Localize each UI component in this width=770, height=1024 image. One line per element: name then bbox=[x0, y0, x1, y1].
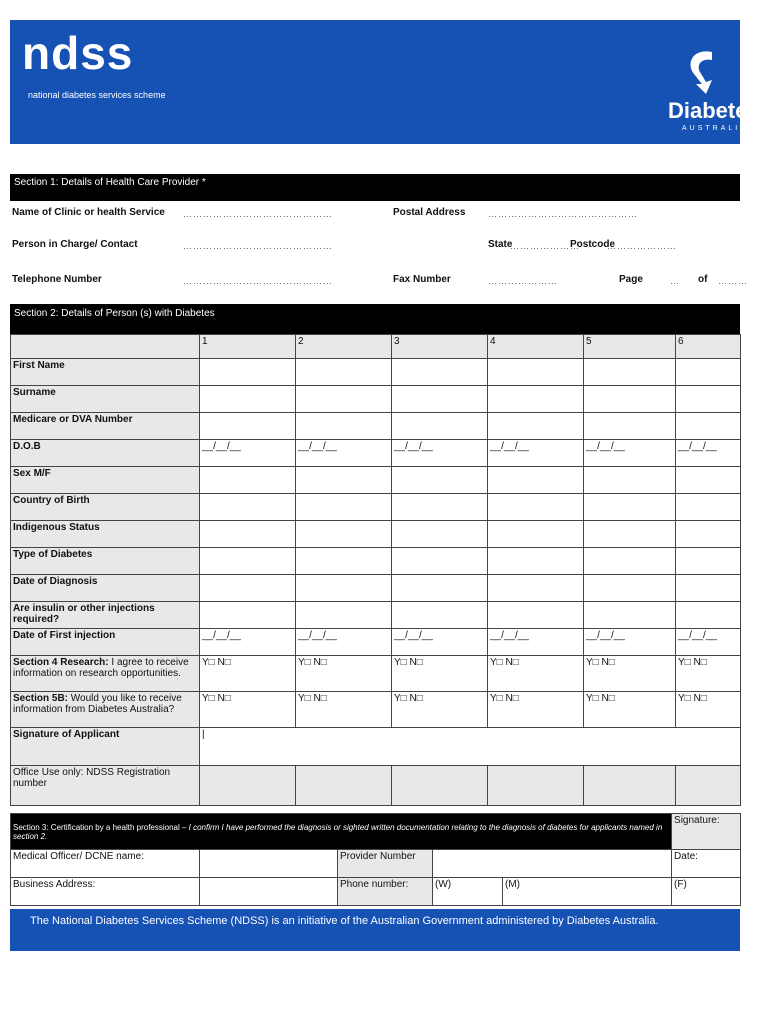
partner-country: AUSTRALIA bbox=[682, 125, 748, 132]
person-3-field[interactable]: __/__/__ bbox=[392, 629, 488, 656]
office-use-label: Office Use only: NDSS Registration number bbox=[11, 766, 200, 806]
person-3-field[interactable] bbox=[392, 413, 488, 440]
person-2-field[interactable]: __/__/__ bbox=[296, 440, 392, 467]
phone-field[interactable]: ……………………………………… bbox=[183, 276, 333, 286]
column-header-4: 4 bbox=[488, 335, 584, 359]
postcode-field[interactable]: ………………… bbox=[607, 241, 677, 251]
clinic-field[interactable]: ……………………………………… bbox=[183, 209, 333, 219]
diabetes-australia-logo-icon bbox=[682, 44, 722, 96]
person-3-field[interactable] bbox=[392, 521, 488, 548]
info-text: Would you like to receive information from Diabetes Australia? bbox=[13, 693, 182, 715]
person-4-field[interactable] bbox=[488, 494, 584, 521]
person-1-field[interactable] bbox=[200, 359, 296, 386]
footer-text: The National Diabetes Services Scheme (NDSS) is an initiative of the Australian Government administered by Diabetes Australia. bbox=[30, 915, 659, 927]
fax-label: Fax Number bbox=[393, 274, 451, 285]
state-field[interactable]: ………………… bbox=[510, 241, 580, 251]
office-use-field-1[interactable] bbox=[200, 766, 296, 806]
person-1-field[interactable] bbox=[200, 494, 296, 521]
person-3-field[interactable] bbox=[392, 386, 488, 413]
info-yes-no-1[interactable]: Y□ N□ bbox=[200, 692, 296, 728]
person-5-field[interactable] bbox=[584, 494, 676, 521]
person-2-field[interactable] bbox=[296, 602, 392, 629]
research-bold: Section 4 Research: bbox=[13, 657, 109, 668]
info-yes-no-4[interactable]: Y□ N□ bbox=[488, 692, 584, 728]
person-6-field[interactable] bbox=[676, 413, 741, 440]
signature-applicant-field[interactable]: | bbox=[200, 728, 741, 766]
date-cell[interactable]: Date: bbox=[672, 850, 741, 878]
partner-name: Diabetes bbox=[668, 98, 760, 123]
person-2-field[interactable] bbox=[296, 359, 392, 386]
research-yes-no-4[interactable]: Y□ N□ bbox=[488, 656, 584, 692]
postal-label: Postal Address bbox=[393, 207, 466, 218]
person-6-field[interactable] bbox=[676, 494, 741, 521]
row-label: Medicare or DVA Number bbox=[11, 413, 200, 440]
footer-banner bbox=[10, 909, 740, 951]
person-4-field[interactable] bbox=[488, 467, 584, 494]
person-6-field[interactable] bbox=[676, 467, 741, 494]
persons-table bbox=[10, 334, 741, 806]
person-6-field[interactable] bbox=[676, 548, 741, 575]
person-4-field[interactable] bbox=[488, 602, 584, 629]
certification-table bbox=[10, 813, 741, 906]
person-3-field[interactable]: __/__/__ bbox=[392, 440, 488, 467]
column-header-1: 1 bbox=[200, 335, 296, 359]
person-1-field[interactable] bbox=[200, 602, 296, 629]
research-yes-no-6[interactable]: Y□ N□ bbox=[676, 656, 741, 692]
person-4-field[interactable] bbox=[488, 413, 584, 440]
phone-w-field[interactable]: (W) bbox=[433, 878, 503, 906]
info-yes-no-6[interactable]: Y□ N□ bbox=[676, 692, 741, 728]
ndss-logo: ndss bbox=[22, 27, 134, 79]
section1-title: Section 1: Details of Health Care Provider * bbox=[10, 174, 740, 201]
person-4-field[interactable] bbox=[488, 575, 584, 602]
page-total-field[interactable]: ……… bbox=[718, 276, 748, 286]
phone-f-field[interactable]: (F) bbox=[672, 878, 741, 906]
column-header-6: 6 bbox=[676, 335, 741, 359]
person-6-field[interactable] bbox=[676, 602, 741, 629]
of-label: of bbox=[698, 274, 708, 285]
person-2-field[interactable]: __/__/__ bbox=[296, 629, 392, 656]
info-yes-no-5[interactable]: Y□ N□ bbox=[584, 692, 676, 728]
provider-field[interactable] bbox=[433, 850, 672, 878]
person-4-field[interactable] bbox=[488, 548, 584, 575]
person-1-field[interactable] bbox=[200, 386, 296, 413]
research-yes-no-1[interactable]: Y□ N□ bbox=[200, 656, 296, 692]
phone-m-field[interactable]: (M) bbox=[503, 878, 672, 906]
person-4-field[interactable]: __/__/__ bbox=[488, 629, 584, 656]
research-yes-no-2[interactable]: Y□ N□ bbox=[296, 656, 392, 692]
person-2-field[interactable] bbox=[296, 548, 392, 575]
person-5-field[interactable] bbox=[584, 602, 676, 629]
row-label: First Name bbox=[11, 359, 200, 386]
person-1-field[interactable] bbox=[200, 467, 296, 494]
person-6-field[interactable] bbox=[676, 386, 741, 413]
person-1-field[interactable] bbox=[200, 521, 296, 548]
office-use-field-3[interactable] bbox=[392, 766, 488, 806]
info-label bbox=[11, 692, 200, 728]
person-4-field[interactable] bbox=[488, 359, 584, 386]
person-6-field[interactable] bbox=[676, 521, 741, 548]
column-header-3: 3 bbox=[392, 335, 488, 359]
postal-field[interactable]: ……………………………………… bbox=[488, 209, 638, 219]
person-1-field[interactable] bbox=[200, 575, 296, 602]
signature-applicant-label: Signature of Applicant bbox=[11, 728, 200, 766]
person-3-field[interactable] bbox=[392, 548, 488, 575]
section2-title: Section 2: Details of Person (s) with Diabetes bbox=[10, 304, 740, 334]
row-label: Surname bbox=[11, 386, 200, 413]
person-3-field[interactable] bbox=[392, 602, 488, 629]
person-2-field[interactable] bbox=[296, 413, 392, 440]
row-label: D.O.B bbox=[11, 440, 200, 467]
info-yes-no-3[interactable]: Y□ N□ bbox=[392, 692, 488, 728]
office-use-field-4[interactable] bbox=[488, 766, 584, 806]
contact-field[interactable]: ……………………………………… bbox=[183, 241, 333, 251]
person-5-field[interactable] bbox=[584, 359, 676, 386]
person-4-field[interactable]: __/__/__ bbox=[488, 440, 584, 467]
research-label bbox=[11, 656, 200, 692]
row-label: Country of Birth bbox=[11, 494, 200, 521]
row-label: Date of Diagnosis bbox=[11, 575, 200, 602]
fax-field[interactable]: ………………… bbox=[488, 276, 558, 286]
person-5-field[interactable] bbox=[584, 575, 676, 602]
section3-title: Section 3: Certification by a health professional – I confirm I have performed the diagnosis or sighted written documentation relating to the diagnosis of diabetes for applicants named in section 2. bbox=[11, 814, 672, 850]
research-yes-no-5[interactable]: Y□ N□ bbox=[584, 656, 676, 692]
person-2-field[interactable] bbox=[296, 521, 392, 548]
person-1-field[interactable] bbox=[200, 413, 296, 440]
person-5-field[interactable] bbox=[584, 548, 676, 575]
person-2-field[interactable] bbox=[296, 386, 392, 413]
row-label: Are insulin or other injections required? bbox=[11, 602, 200, 629]
person-2-field[interactable] bbox=[296, 494, 392, 521]
person-3-field[interactable] bbox=[392, 494, 488, 521]
column-header-2: 2 bbox=[296, 335, 392, 359]
contact-label: Person in Charge/ Contact bbox=[12, 239, 138, 250]
office-use-field-6[interactable] bbox=[676, 766, 741, 806]
medical-officer-label: Medical Officer/ DCNE name: bbox=[11, 850, 200, 878]
person-5-field[interactable] bbox=[584, 467, 676, 494]
person-6-field[interactable] bbox=[676, 575, 741, 602]
person-2-field[interactable] bbox=[296, 575, 392, 602]
person-5-field[interactable]: __/__/__ bbox=[584, 629, 676, 656]
header-corner-cell bbox=[11, 335, 200, 359]
provider-label: Provider Number bbox=[338, 850, 433, 878]
office-use-field-5[interactable] bbox=[584, 766, 676, 806]
column-header-5: 5 bbox=[584, 335, 676, 359]
person-3-field[interactable] bbox=[392, 359, 488, 386]
medical-officer-field[interactable] bbox=[200, 850, 338, 878]
signature-cell[interactable]: Signature: bbox=[672, 814, 741, 850]
person-4-field[interactable] bbox=[488, 386, 584, 413]
person-1-field[interactable] bbox=[200, 548, 296, 575]
person-5-field[interactable] bbox=[584, 521, 676, 548]
person-6-field[interactable]: __/__/__ bbox=[676, 440, 741, 467]
ndss-logo-subtitle: national diabetes services scheme bbox=[28, 90, 166, 100]
page-field[interactable]: … bbox=[670, 276, 680, 286]
person-3-field[interactable] bbox=[392, 467, 488, 494]
person-4-field[interactable] bbox=[488, 521, 584, 548]
phone-number-label: Phone number: bbox=[338, 878, 433, 906]
person-1-field[interactable]: __/__/__ bbox=[200, 629, 296, 656]
person-5-field[interactable] bbox=[584, 413, 676, 440]
research-yes-no-3[interactable]: Y□ N□ bbox=[392, 656, 488, 692]
person-1-field[interactable]: __/__/__ bbox=[200, 440, 296, 467]
person-6-field[interactable]: __/__/__ bbox=[676, 629, 741, 656]
state-label: State bbox=[488, 239, 513, 250]
postcode-label: Postcode bbox=[570, 239, 616, 250]
page-label: Page bbox=[619, 274, 643, 285]
person-5-field[interactable] bbox=[584, 386, 676, 413]
row-label: Indigenous Status bbox=[11, 521, 200, 548]
row-label: Date of First injection bbox=[11, 629, 200, 656]
row-label: Type of Diabetes bbox=[11, 548, 200, 575]
person-6-field[interactable] bbox=[676, 359, 741, 386]
office-use-field-2[interactable] bbox=[296, 766, 392, 806]
research-text: I agree to receive information on research opportunities. bbox=[13, 657, 189, 679]
person-3-field[interactable] bbox=[392, 575, 488, 602]
clinic-label: Name of Clinic or health Service bbox=[12, 207, 165, 218]
info-bold: Section 5B: bbox=[13, 693, 69, 704]
business-field[interactable] bbox=[200, 878, 338, 906]
person-5-field[interactable]: __/__/__ bbox=[584, 440, 676, 467]
phone-label: Telephone Number bbox=[12, 274, 102, 285]
row-label: Sex M/F bbox=[11, 467, 200, 494]
person-2-field[interactable] bbox=[296, 467, 392, 494]
info-yes-no-2[interactable]: Y□ N□ bbox=[296, 692, 392, 728]
business-label: Business Address: bbox=[11, 878, 200, 906]
